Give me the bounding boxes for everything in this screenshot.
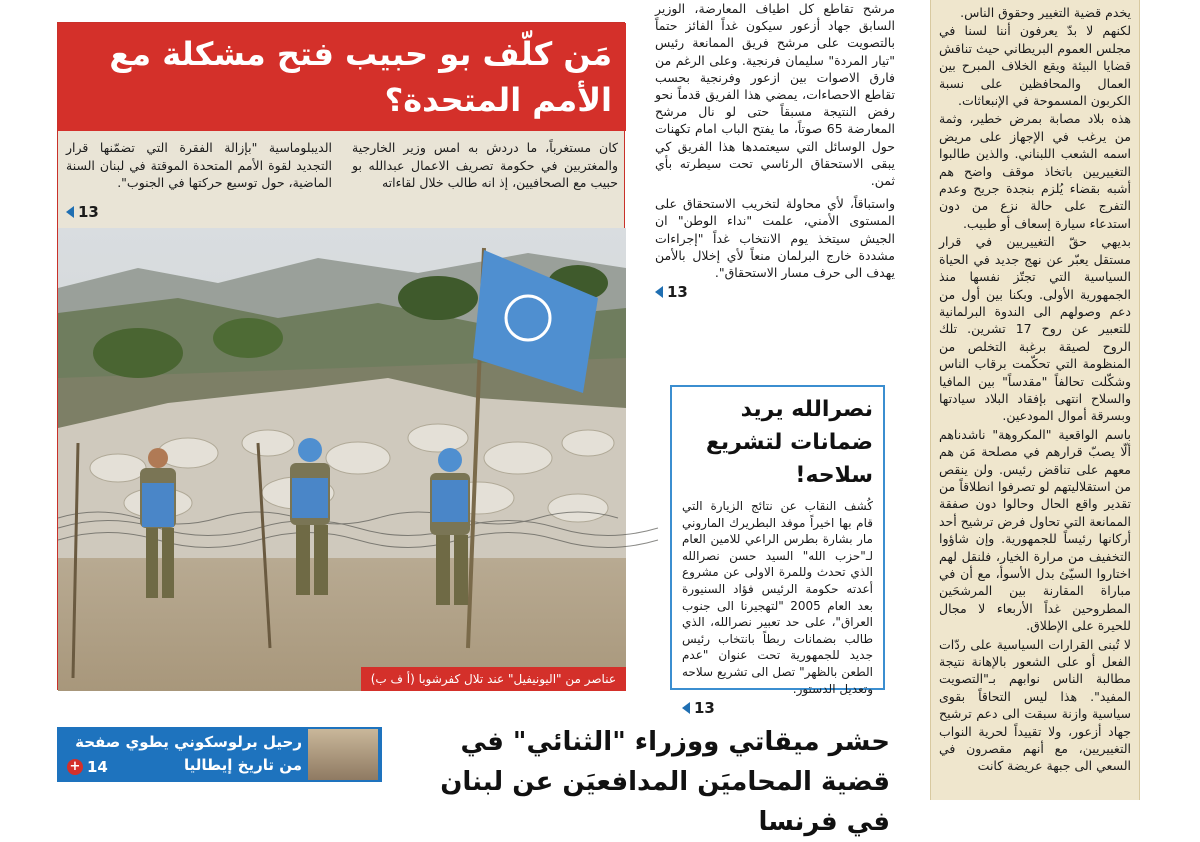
promo-text: رحيل برلوسكوني يطوي صفحة من تاريخ إيطاليا: [75, 733, 302, 774]
promo-page-ref: [67, 758, 108, 776]
lead-story-paragraph: مرشح تقاطع كل اطياف المعارضة، الوزير السابق جهاد أزعور سيكون غداً الفائز حتماً بالتصويت على مرشح فريق الممانعة رئيس "تيار المردة" سليمان فرنجية. وعلى الرغم من فارق الاصوات بين ازعور وفرنجية بحسب تقاطع الاحصاءات، يمضي هذا الفريق قدماً نحو رفض النتيجة مسبقاً حتى لو نال مرشح المعارضة 65 صوتاً، ما يفتح الباب امام تكهنات حول الوسائل التي سيعتمدها هذا الفريق كي يبقى الاستحقاق الرئاسي تحت سيطرته بأي ثمن.: [655, 1, 895, 189]
triangle-icon: [655, 286, 663, 298]
continued-ref[interactable]: [66, 203, 99, 222]
continued-ref[interactable]: [655, 283, 895, 302]
opinion-paragraph: يخدم قضية التغيير وحقوق الناس.: [960, 5, 1131, 20]
triangle-icon: [66, 206, 74, 218]
opinion-paragraph: لكنهم لا بدّ يعرفون أننا لسنا في مجلس العموم البريطاني حيث تناقش قضايا البيئة ويقع الخلاف المبرح بين العمال والمحافظين على نسبة الكربون المسموحة في الإنبعاثات.: [939, 23, 1131, 109]
unifil-photo: [58, 228, 626, 691]
deck-text-left: الديبلوماسية "بإزالة الفقرة التي تضمّنها قرار التجديد لقوة الأمم المتحدة الموقتة في لبنان السنة الماضية، حول توسيع حركتها في الجنوب".: [66, 140, 332, 190]
plus-icon: +: [67, 759, 83, 775]
berlusconi-photo: [308, 729, 378, 780]
page-ref-number: 13: [667, 283, 688, 302]
main-headline-banner: [58, 23, 626, 131]
page-ref-number: 13: [694, 699, 715, 718]
bottom-headline[interactable]: حشر ميقاتي ووزراء "الثنائي" في قضية المحاميَن المدافعيَن عن لبنان في فرنسا: [440, 727, 890, 837]
main-headline[interactable]: مَن كلّف بو حبيب فتح مشكلة مع الأمم المتحدة؟: [109, 35, 612, 119]
lead-story-column: [655, 0, 895, 365]
main-story-deck: [66, 139, 618, 239]
photo-caption: عناصر من "اليونيفيل" عند تلال كفرشوبا (أ ف ب): [361, 667, 626, 691]
page-ref-number: 13: [78, 203, 99, 221]
promo-box[interactable]: [57, 727, 382, 782]
boxed-story: [670, 385, 885, 718]
opinion-paragraph: هذه بلاد مصابة بمرض خطير، وثمة من يرغب في الإجهاز على مريض اسمه الشعب اللبناني. والذين طالبوا التغييريين باتخاذ موقف واضح هم أشبه بقضاء يُلزم بنجدة جريح وعدم التفرج على حالة نزع من دون استدعاء سيارة إسعاف أو طبيب.: [939, 111, 1131, 231]
boxed-story-body: كُشف النقاب عن نتائج الزيارة التي قام بها اخيراً موفد البطريرك الماروني مار بشارة بطرس الراعي للامين العام لـ"حزب الله" السيد حسن نصرالله الذي تحدث وللمرة الاولى عن مشروع أعدته حكومة الرئيس فؤاد السنيورة بعد العام 2005 "لتهجيرنا الى جنوب العراق"، على حد تعبير نصرالله، الذي طالب بضمانات ربطاً بانتخاب رئيس جديد للجمهورية تحت عنوان "عدم الطعن بالظهر" تصل الى تشريع سلاحه وتعديل الدستور.: [682, 499, 873, 696]
continued-ref[interactable]: [682, 699, 873, 718]
main-story: [57, 22, 625, 690]
boxed-story-title[interactable]: نصرالله يريد ضمانات لتشريع سلاحه!: [705, 397, 873, 488]
lead-story-paragraph: واستباقاً، لأي محاولة لتخريب الاستحقاق على المستوى الأمني، علمت "نداء الوطن" ان الجيش سيتخذ يوم الانتخاب غداً "إجراءات مشددة خارج البرلمان منعاً لأي إخلال بالأمن يهدف الى حرف مسار الاستحقاق".: [655, 196, 895, 281]
bottom-story: [395, 722, 890, 842]
opinion-paragraph: لا تُبنى القرارات السياسية على ردّات الفعل أو على الشعور بالإهانة نتيجة مطالبة الناس نوابهم بـ"التصويت المفيد". هذا ليس التحاقاً بقوى سياسية وازنة سبقت الى دعم ترشيح جهاد أزعور، ولا تقييداً لحرية النواب التغييريين، مع أنهم مقصرون في السعي الى جبهة عريضة كانت: [939, 636, 1131, 774]
opinion-paragraph: باسم الواقعية "المكروهة" ناشدناهم ألّا يصبّ قرارهم في مصلحة مَن هم معهم على تناقض رئيس. ولن ينقص من استقلاليتهم لو تصرفوا انطلاقاً من تقدير واقع الحال وحالوا دون صفقة الممانعة التي تحاول فرض ترشيح أحد أركانها رئيساً للجمهورية. وإن شاؤوا التخفيف من مرارة الخيار، فلنقل لهم اختاروا السيّئ بدل الأسوأ، مع أن في مباراة المقارنة بين المرشحَين المطروحين غداً الأربعاء لا مجال للحيرة على الإطلاق.: [938, 426, 1131, 634]
photo-illustration: [58, 228, 626, 691]
deck-text-right: كان مستغرباً، ما دردش به امس وزير الخارجية والمغتربين في حكومة تصريف الاعمال عبدالله بو حبيب مع الصحافيين، إذ انه طالب خلال لقاءاته: [352, 140, 618, 190]
opinion-column: [930, 0, 1140, 800]
promo-page-number: 14: [87, 758, 108, 776]
triangle-icon: [682, 702, 690, 714]
opinion-paragraph: بديهي حقّ التغييريين في قرار مستقل يعبّر عن نهج جديد في الحياة السياسية التي تجتّز نفسها منذ الجمهورية الأولى. وبكنا بين أول من دعم وصولهم الى الندوة البرلمانية للتعبير عن روح 17 تشرين. تلك الروح لصيقة برغبة التخلص من المنظومة التي تحكّمت برقاب الناس وشكّلت تحالفاً "مقدساً" بين المافيا والسلاح انتهى بإفقاد البلاد سيادتها وبسرقة أموال المودعين.: [939, 234, 1131, 424]
